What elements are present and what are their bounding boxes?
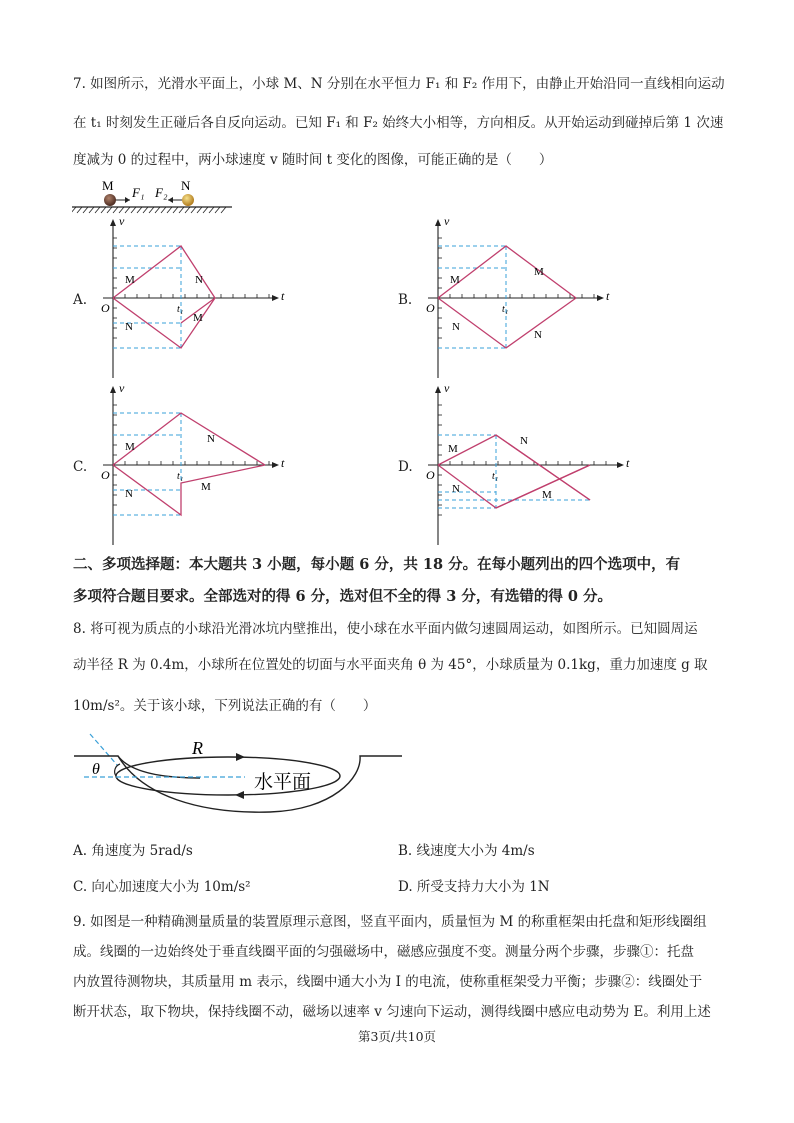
q9-line-2: 成。线圈的一边始终处于垂直线圈平面的匀强磁场中，磁感应强度不变。测量分两个步骤，步骤①：托盘 xyxy=(73,944,694,960)
q9-line-3: 内放置待测物块，其质量用 m 表示，线圈中通大小为 I 的电流，使称重框架受力平衡；步骤②：线圈处于 xyxy=(73,974,703,990)
n-label-1: N xyxy=(125,488,133,500)
t1-label: t₁ xyxy=(502,304,509,315)
v-axis-arrow xyxy=(435,219,441,226)
ball-m-label: M xyxy=(102,178,114,193)
q8-option-d[interactable]: D. 所受支持力大小为 1N xyxy=(398,879,550,895)
option-b-label: B. xyxy=(398,292,413,308)
q8-option-a[interactable]: A. 角速度为 5rad/s xyxy=(73,843,193,859)
plane-label: 水平面 xyxy=(254,772,312,793)
n-label-2: N xyxy=(520,435,528,447)
q7-line-2: 在 t₁ 时刻发生正碰后各自反向运动。已知 F₁ 和 F₂ 始终大小相等，方向相反。从开始运动到碰掉后第 1 次速 xyxy=(73,115,724,131)
ball-n xyxy=(182,194,194,206)
m-label-1: M xyxy=(125,441,135,453)
t-axis-label: t xyxy=(626,456,630,470)
graph-option-d[interactable] xyxy=(420,380,630,550)
m-label-2: M xyxy=(193,312,203,324)
v-axis-label: v xyxy=(444,214,450,228)
t-axis-label: t xyxy=(281,456,285,470)
q8-line-1: 8. 将可视为质点的小球沿光滑冰坑内壁推出，使小球在水平面内做匀速圆周运动，如图所示。已知圆周运 xyxy=(73,621,698,637)
t1-label: t₁ xyxy=(177,304,184,315)
m-label-1: M xyxy=(125,274,135,286)
q8-option-c[interactable]: C. 向心加速度大小为 10m/s² xyxy=(73,879,251,895)
curve-m xyxy=(438,435,590,500)
t1-label: t₁ xyxy=(492,471,499,482)
graph-option-b[interactable] xyxy=(420,213,610,383)
f2-label: F₂ xyxy=(155,185,168,200)
n-label-2: N xyxy=(207,433,215,445)
t-axis-arrow xyxy=(597,295,604,301)
option-a-label: A. xyxy=(73,292,88,308)
m-label-1: M xyxy=(450,274,460,286)
option-d-label: D. xyxy=(398,459,413,475)
n-label-1: N xyxy=(125,321,133,333)
q7-balls-figure xyxy=(72,176,234,216)
origin-label: O xyxy=(426,301,435,315)
m-label-2: M xyxy=(542,489,552,501)
t-axis-label: t xyxy=(606,289,610,303)
v-axis-label: v xyxy=(119,214,125,228)
origin-label: O xyxy=(101,468,110,482)
ball-m xyxy=(104,194,116,206)
n-label-1: N xyxy=(452,321,460,333)
curve-n xyxy=(438,465,590,508)
t-axis-arrow xyxy=(617,462,624,468)
graph-option-a[interactable] xyxy=(95,213,285,383)
origin-label: O xyxy=(101,301,110,315)
v-axis-arrow xyxy=(110,219,116,226)
curve-m-after xyxy=(496,465,590,508)
section2-line-2: 多项符合题目要求。全部选对的得 6 分，选对但不全的得 3 分，有选错的得 0 分。 xyxy=(73,588,613,605)
q8-option-b[interactable]: B. 线速度大小为 4m/s xyxy=(398,843,535,859)
n-label-1: N xyxy=(452,483,460,495)
t-axis-label: t xyxy=(281,289,285,303)
theta-label: θ xyxy=(92,761,100,778)
t-axis-arrow xyxy=(272,462,279,468)
t-axis-arrow xyxy=(272,295,279,301)
f1-label: F₁ xyxy=(132,185,145,200)
q8-line-2: 动半径 R 为 0.4m，小球所在位置处的切面与水平面夹角 θ 为 45°，小球质量为 0.1kg，重力加速度 g 取 xyxy=(73,657,708,673)
q7-line-3: 度减为 0 的过程中，两小球速度 v 随时间 t 变化的图像，可能正确的是（ ） xyxy=(73,152,553,168)
graph-option-c[interactable] xyxy=(95,380,285,550)
radius-label: R xyxy=(192,738,203,758)
v-axis-arrow xyxy=(110,386,116,393)
q9-line-1: 9. 如图是一种精确测量质量的装置原理示意图，竖直平面内，质量恒为 M 的称重框架由托盘和矩形线圈组 xyxy=(73,914,707,930)
v-axis-label: v xyxy=(119,381,125,395)
ball-n-label: N xyxy=(181,178,191,193)
origin-label: O xyxy=(426,468,435,482)
m-label-2: M xyxy=(201,481,211,493)
m-label-2: M xyxy=(534,266,544,278)
q8-ice-pit-figure xyxy=(70,726,410,826)
curve-m xyxy=(438,246,576,298)
v-axis-label: v xyxy=(444,381,450,395)
v-axis-arrow xyxy=(435,386,441,393)
t1-label: t₁ xyxy=(177,471,184,482)
section2-line-1: 二、多项选择题：本大题共 3 小题，每小题 6 分，共 18 分。在每小题列出的四个选项中，有 xyxy=(73,556,681,573)
curve-m xyxy=(113,413,265,465)
option-c-label: C. xyxy=(73,459,88,475)
q8-line-3: 10m/s²。关于该小球，下列说法正确的有（ ） xyxy=(73,698,377,714)
n-label-2: N xyxy=(534,329,542,341)
m-label-1: M xyxy=(448,443,458,455)
q9-line-4: 断开状态，取下物块，保持线圈不动，磁场以速率 v 匀速向下运动，测得线圈中感应电动势为 E。利用上述 xyxy=(73,1004,711,1020)
q7-line-1: 7. 如图所示，光滑水平面上，小球 M、N 分别在水平恒力 F₁ 和 F₂ 作用下，由静止开始沿同一直线相向运动 xyxy=(73,76,725,92)
n-label-2: N xyxy=(195,274,203,286)
page-footer: 第3页/共10页 xyxy=(357,1029,437,1044)
